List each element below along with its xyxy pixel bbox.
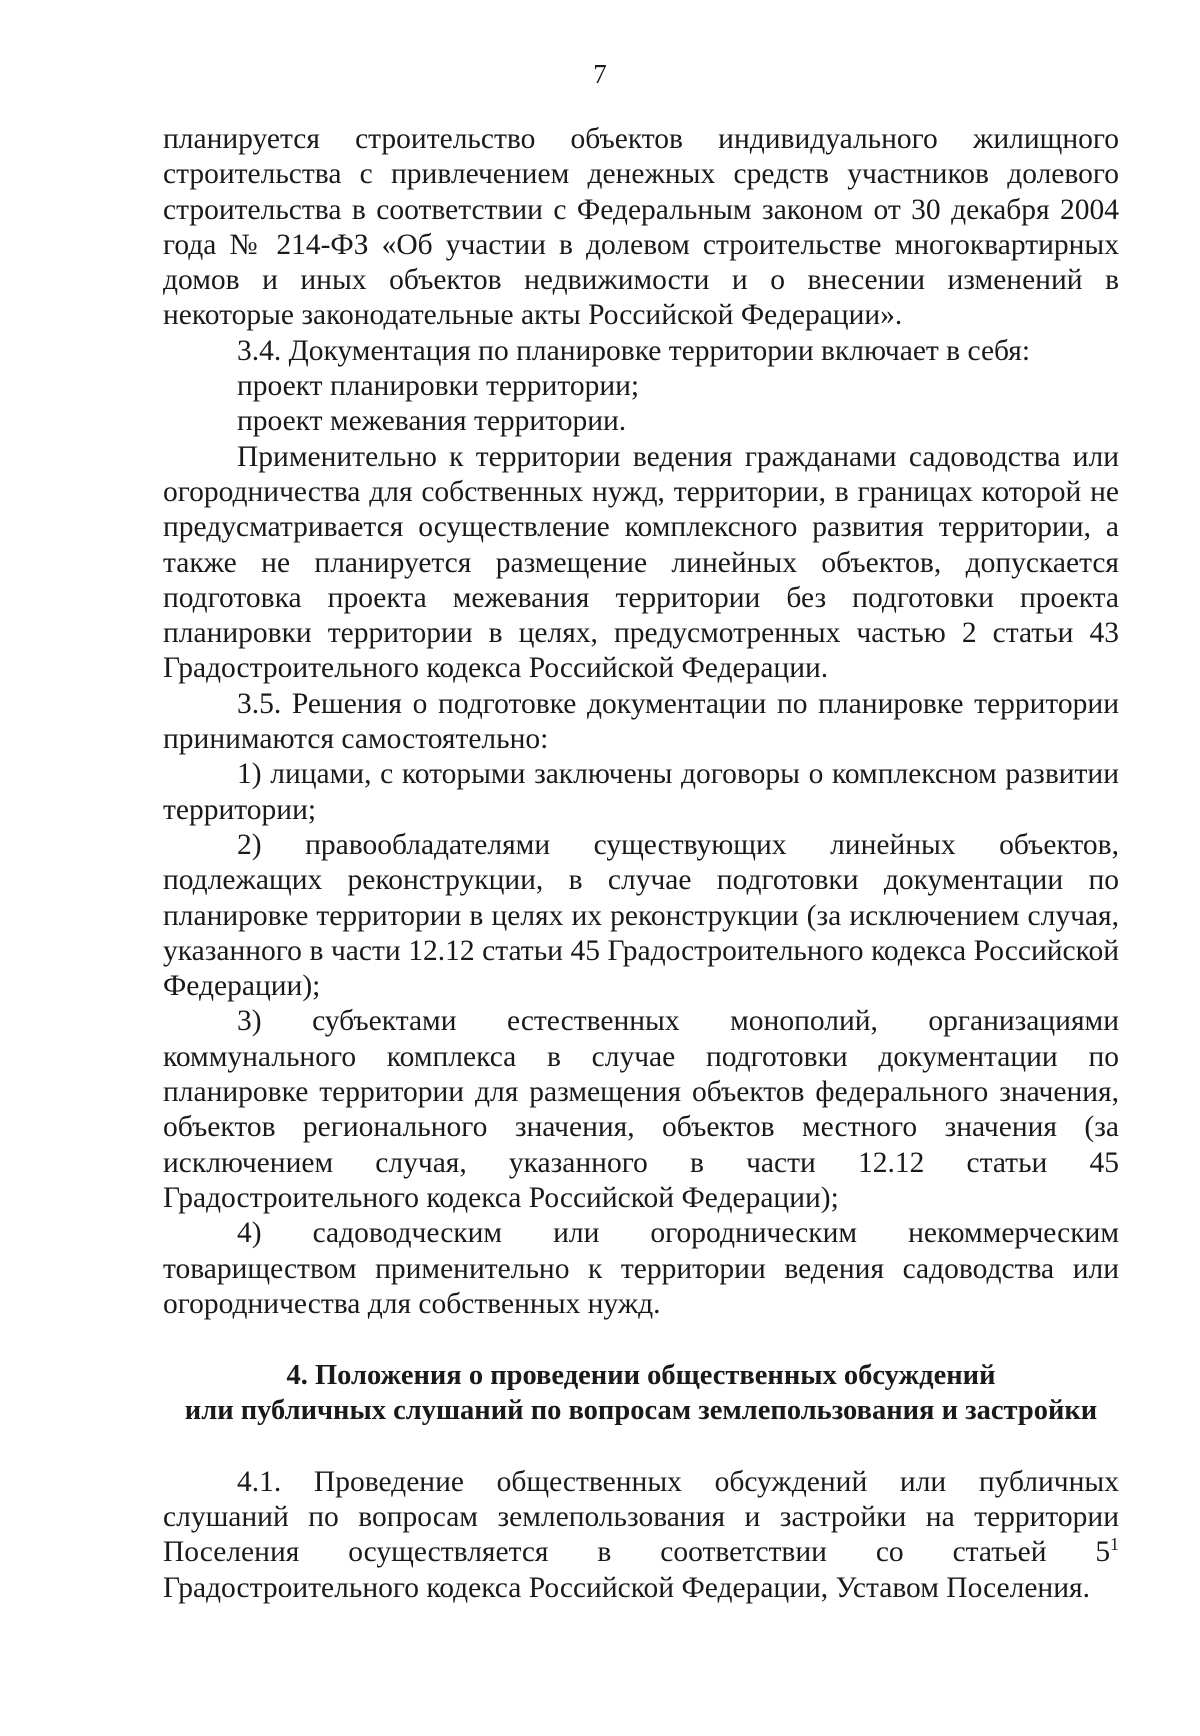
list-item: 1) лицами, с которыми заключены договоры о комплексном развитии территории; [163, 758, 1119, 826]
paragraph-3-4: 3.4. Документация по планировке территории включает в себя: [237, 334, 1031, 367]
paragraph-4-1 [163, 1465, 1119, 1606]
paragraph: планируется строительство объектов индивидуального жилищного строительства с привлечением денежных средств участников долевого строительства в соответствии с Федеральным законом от 30 декабря 2004 года № 214-ФЗ «Об участии в долевом строительстве многоквартирных домов и иных объектов недвижимости и о внесении изменений в некоторые законодательные акты Российской Федерации». [163, 123, 1119, 332]
paragraph: Применительно к территории ведения гражданами садоводства или огородничества для собственных нужд, территории, в границах которой не предусматривается осуществление комплексного развития территории, а также не планируется размещение линейных объектов, допускается подготовка проекта межевания территории без подготовки проекта планировки территории в целях, предусмотренных частью 2 статьи 43 Градостроительного кодекса Российской Федерации. [163, 440, 1119, 685]
list-item: проект планировки территории; [237, 370, 640, 403]
superscript: 1 [1110, 1534, 1119, 1555]
list-item: 4) садоводческим или огородническим некоммерческим товариществом применительно к территории ведения садоводства или огородничества для собственных нужд. [163, 1217, 1119, 1320]
document-body [163, 122, 1119, 1606]
section-heading-line-1: 4. Положения о проведении общественных обсуждений [286, 1360, 996, 1392]
page-number: 7 [593, 59, 607, 89]
section-heading-line-2: или публичных слушаний по вопросам землепользования и застройки [184, 1395, 1098, 1427]
list-item: 3) субъектами естественных монополий, организациями коммунального комплекса в случае подготовки документации по планировке территории для размещения объектов федерального значения, объектов регионального значения, объектов местного значения (за исключением случая, указанного в части 12.12 статьи 45 Градостроительного кодекса Российской Федерации); [163, 1005, 1119, 1214]
paragraph-3-5: 3.5. Решения о подготовке документации по планировке территории принимаются самостоятельно: [163, 687, 1119, 756]
section-heading [163, 1358, 1119, 1429]
paragraph-4-1-text: 4.1. Проведение общественных обсуждений или публичных слушаний по вопросам землепользования и застройки на территории Поселения осуществляется в соответствии со статьей 5 [163, 1465, 1119, 1569]
list-item: 2) правообладателями существующих линейных объектов, подлежащих реконструкции, в случае подготовки документации по планировке территории в целях их реконструкции (за исключением случая, указанного в части 12.12 статьи 45 Градостроительного кодекса Российской Федерации); [163, 828, 1119, 1003]
list-item: проект межевания территории. [237, 405, 627, 438]
paragraph-4-1-text-end: Градостроительного кодекса Российской Федерации, Уставом Поселения. [163, 1571, 1090, 1604]
